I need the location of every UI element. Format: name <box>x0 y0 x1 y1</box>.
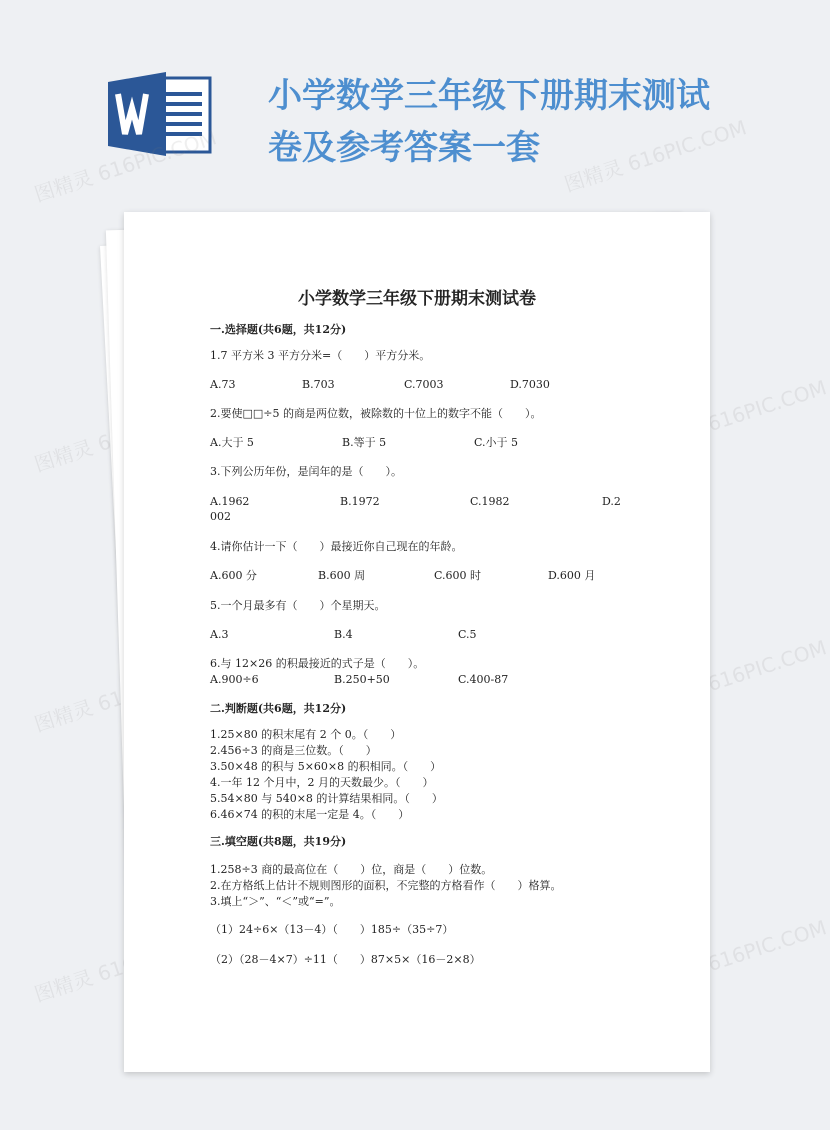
fill-in-subitem: （2）（28－4×7）÷11（ ）87×5×（16－2×8） <box>210 953 481 966</box>
fill-in-item: 2.在方格纸上估计不规则图形的面积，不完整的方格看作（ ）格算。 <box>210 879 562 892</box>
option: C.400-87 <box>458 673 509 686</box>
judgement-item: 3.50×48 的积与 5×60×8 的积相同。（ ） <box>210 760 442 773</box>
banner-title-line1: 小学数学三年级下册期末测试 <box>268 76 710 116</box>
section-heading-fill-in: 三.填空题(共8题，共19分) <box>210 835 347 848</box>
question-2: 2.要使□□÷5 的商是两位数，被除数的十位上的数字不能（ ）。 <box>210 407 542 420</box>
option: D.7030 <box>510 378 550 391</box>
watermark: 图精灵 616PIC.COM <box>641 375 830 457</box>
option: A.73 <box>210 378 236 391</box>
watermark: 图精灵 <box>31 695 96 737</box>
option: B.4 <box>334 628 353 641</box>
watermark: 图精灵 616PIC.COM <box>561 115 750 197</box>
option: B.703 <box>302 378 335 391</box>
question-6: 6.与 12×26 的积最接近的式子是（ ）。 <box>210 657 425 670</box>
banner-title <box>268 70 768 174</box>
option: A.大于 5 <box>210 436 254 449</box>
option: A.600 分 <box>210 569 257 582</box>
option: C.5 <box>458 628 477 641</box>
document-title: 小学数学三年级下册期末测试卷 <box>298 289 536 309</box>
question-3: 3.下列公历年份，是闰年的是（ ）。 <box>210 465 402 478</box>
option: C.600 时 <box>434 569 482 582</box>
option: C.1982 <box>470 495 510 508</box>
option: A.900÷6 <box>210 673 259 686</box>
word-document-icon <box>108 72 212 156</box>
watermark: 图精灵 <box>31 965 96 1007</box>
question-5: 5.一个月最多有（ ）个星期天。 <box>210 599 386 612</box>
banner-title-line2: 卷及参考答案一套 <box>268 128 540 168</box>
fill-in-item: 1.258÷3 商的最高位在（ ）位，商是（ ）位数。 <box>210 863 493 876</box>
option: C.小于 5 <box>474 436 519 449</box>
option-wrap: 002 <box>210 510 231 523</box>
fill-in-item: 3.填上“＞”、“＜”或“=”。 <box>210 895 341 908</box>
option: B.600 周 <box>318 569 366 582</box>
option: C.7003 <box>404 378 444 391</box>
watermark: 图精灵 616PIC.COM <box>31 125 220 207</box>
option: B.等于 5 <box>342 436 387 449</box>
option: B.250+50 <box>334 673 390 686</box>
fill-in-subitem: （1）24÷6×（13－4）（ ）185÷（35÷7） <box>210 923 454 936</box>
question-1: 1.7 平方米 3 平方分米=（ ）平方分米。 <box>210 349 431 362</box>
question-4: 4.请你估计一下（ ）最接近你自己现在的年龄。 <box>210 540 463 553</box>
section-heading-judgement: 二.判断题(共6题，共12分) <box>210 702 347 715</box>
option: A.3 <box>210 628 229 641</box>
judgement-item: 1.25×80 的积末尾有 2 个 0。（ ） <box>210 728 402 741</box>
judgement-item: 2.456÷3 的商是三位数。（ ） <box>210 744 377 757</box>
option: D.600 月 <box>548 569 596 582</box>
judgement-item: 5.54×80 与 540×8 的计算结果相同。（ ） <box>210 792 443 805</box>
option: B.1972 <box>340 495 380 508</box>
option: A.1962 <box>210 495 250 508</box>
watermark: 图精灵 616PIC.COM <box>641 635 830 717</box>
watermark: 图精灵 616PIC.COM <box>641 915 830 997</box>
watermark: 图精灵 <box>31 435 96 477</box>
option: D.2 <box>602 495 621 508</box>
judgement-item: 6.46×74 的积的末尾一定是 4。（ ） <box>210 808 410 821</box>
document-page <box>124 212 710 1072</box>
section-heading-choice: 一.选择题(共6题，共12分) <box>210 323 347 336</box>
judgement-item: 4.一年 12 个月中，2 月的天数最少。（ ） <box>210 776 434 789</box>
